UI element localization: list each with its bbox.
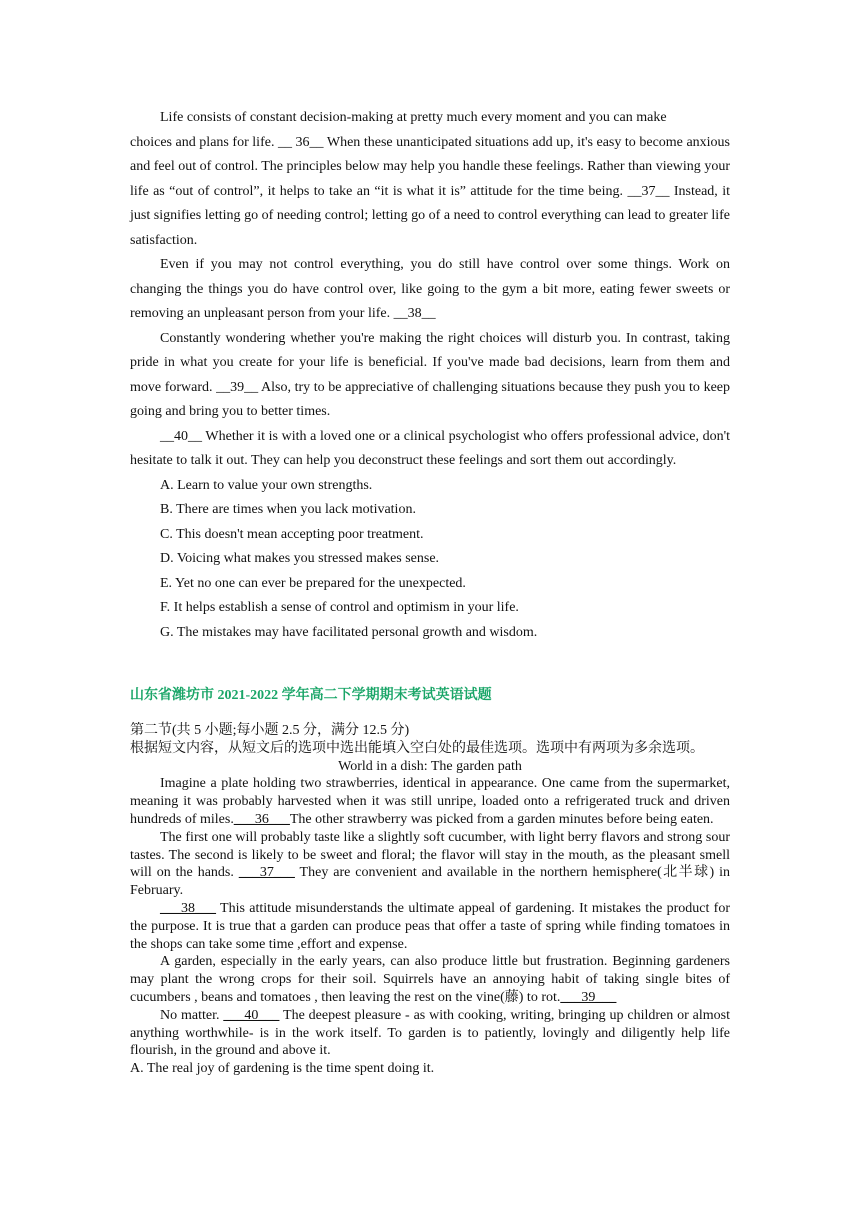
passage-paragraph-1: [130, 775, 730, 828]
blank-39: ___39___: [560, 989, 617, 1005]
paragraph-1-first-line: Life consists of constant decision-making at pretty much every moment and you can make: [160, 110, 667, 125]
option-d: D. Voicing what makes you stressed makes sense.: [160, 551, 440, 566]
paragraph-4: __40__ Whether it is with a loved one or a clinical psychologist who offers professional advice, don't hesitate to talk it out. They can help you deconstruct these feelings and sort them out accordingly.: [130, 428, 730, 468]
exam-heading: 山东省潍坊市 2021-2022 学年高二下学期期末考试英语试题: [130, 688, 492, 703]
blank-40: ___40___: [223, 1007, 280, 1023]
text: The first one will probably taste like a slightly soft cucumber, with light berry flavors and strong sour tastes. The second is likely to be sweet and floral; the flavor will stay in the mouth, as the pleasant smell will on the hands.: [130, 829, 730, 881]
text: Imagine a plate holding two strawberries, identical in appearance. One came from the supermarket, meaning it was probably harvested when it was still unripe, loaded onto a refrigerated truck and driven hundreds of miles.: [130, 776, 730, 827]
passage-title: World in a dish: The garden path: [338, 758, 522, 774]
option-f: F. It helps establish a sense of control and optimism in your life.: [160, 600, 519, 615]
paragraph-1: choices and plans for life. __ 36__ When these unanticipated situations add up, it's easy to become anxious and feel out of control. The principles below may help you handle these feelings. Rather than viewing your life as “out of control”, it helps to take an “it is what it is” attitude for the time being. __37__ Instead, it just signifies letting go of needing control; letting go of a need to control everything can lead to greater life satisfaction.: [130, 134, 730, 248]
passage-paragraph-5: [130, 1007, 730, 1060]
part-label: 第二节(共 5 小题;每小题 2.5 分，满分 12.5 分): [130, 723, 410, 738]
text: No matter.: [160, 1007, 220, 1023]
paragraph-3: Constantly wondering whether you're making the right choices will disturb you. In contrast, taking pride in what you create for your life is beneficial. If you've made bad decisions, learn from them and move forward. __39__ Also, try to be appreciative of challenging situations because they push you to keep going and bring you to better times.: [130, 330, 730, 419]
text: The other strawberry was picked from a garden minutes before being eaten.: [289, 811, 714, 827]
text: The deepest pleasure - as with cooking, writing, bringing up children or almost anything worthwhile- is in the work itself. To garden is to patiently, lovingly and diligently help life flourish, in the ground and above it.: [130, 1007, 731, 1059]
blank-38: ___38___: [160, 900, 216, 916]
option-a-section-2: A. The real joy of gardening is the time spent doing it.: [130, 1061, 435, 1077]
passage-paragraph-2: [130, 829, 730, 900]
instructions: 根据短文内容，从短文后的选项中选出能填入空白处的最佳选项。选项中有两项为多余选项。: [130, 740, 704, 756]
passage-paragraph-3: [130, 900, 730, 953]
option-b: B. There are times when you lack motivation.: [160, 502, 416, 517]
reading-section-2: [130, 722, 730, 1078]
option-g: G. The mistakes may have facilitated personal growth and wisdom.: [160, 624, 538, 640]
paragraph-2: Even if you may not control everything, you do still have control over some things. Work on changing the things you do have control over, like going to the gym a bit more, eating fewer sweets or removing an unpleasant person from your life. __38__: [130, 257, 730, 321]
passage-paragraph-4: [130, 953, 730, 1006]
reading-section-1: [130, 106, 730, 645]
option-c: C. This doesn't mean accepting poor treatment.: [160, 526, 424, 542]
blank-36: ___36___: [233, 811, 290, 827]
blank-37: ___37___: [238, 865, 295, 881]
option-a: A. Learn to value your own strengths.: [160, 477, 373, 493]
text: This attitude misunderstands the ultimate appeal of gardening. It mistakes the product for the purpose. It is true that a garden can produce peas that offer a taste of spring while finding tomatoes in the shops can take some time ,effort and expense.: [130, 900, 730, 952]
text: A garden, especially in the early years, can also produce little but frustration. Beginning gardeners may plant the wrong crops for their soil. Squirrels have an annoying habit of taking single bites of cucumbers , beans and tomatoes , then leaving the rest on the vine(藤) to rot.: [130, 954, 730, 1005]
text: They are convenient and available in the northern hemisphere(北半球) in February.: [130, 865, 731, 899]
option-e: E. Yet no one can ever be prepared for the unexpected.: [160, 575, 466, 591]
